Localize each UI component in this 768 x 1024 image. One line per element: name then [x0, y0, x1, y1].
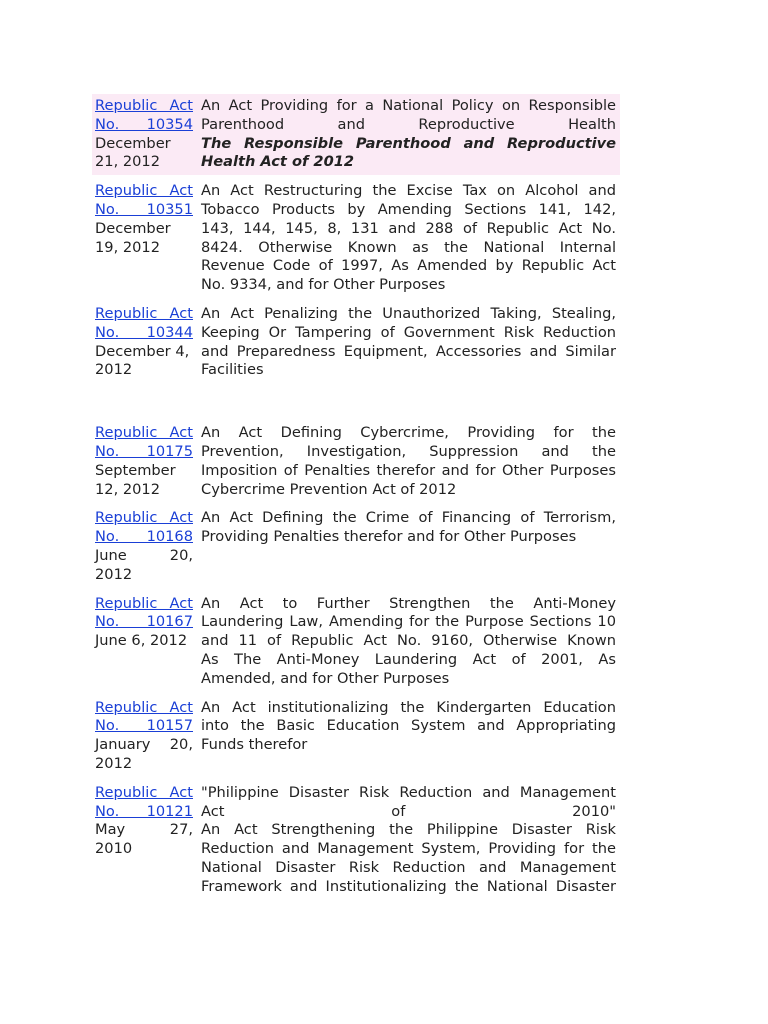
description-line: Funds therefor: [201, 736, 308, 754]
act-link-line[interactable]: No. 10351: [95, 200, 193, 218]
description-line: Parenthood and Reproductive Health: [201, 115, 616, 133]
short-title-line: Health Act of 2012: [201, 153, 355, 171]
description-line: National Disaster Risk Reduction and Management: [201, 858, 616, 876]
description-line: into the Basic Education System and Appropriating: [201, 717, 616, 735]
description-line: Act of 2010": [201, 802, 616, 820]
description-line: Imposition of Penalties therefor and for Other Purposes: [201, 461, 616, 479]
act-link-line[interactable]: Republic Act: [95, 783, 193, 801]
act-link-line[interactable]: Republic Act: [95, 594, 193, 612]
act-link[interactable]: [95, 305, 193, 324]
description-line: Laundering Law, Amending for the Purpose Sections 10: [201, 613, 616, 631]
description-line: and Preparedness Equipment, Accessories and Similar: [201, 342, 616, 360]
act-date: 21, 2012: [95, 153, 160, 171]
act-meta: [95, 97, 193, 172]
list-item: [92, 781, 620, 900]
description-line: 143, 144, 145, 8, 131 and 288 of Republic Act No.: [201, 219, 616, 237]
act-link-line[interactable]: Republic Act: [95, 304, 193, 322]
list-item: [92, 696, 620, 777]
description-line: An Act institutionalizing the Kindergarten Education: [201, 698, 616, 716]
act-date: 2010: [95, 840, 133, 858]
description-line: Framework and Institutionalizing the National Disaster: [201, 877, 616, 895]
act-link[interactable]: [95, 182, 193, 201]
act-link-line[interactable]: Republic Act: [95, 509, 193, 527]
list-item: [92, 592, 620, 692]
description-line: Prevention, Investigation, Suppression and the: [201, 442, 616, 460]
description-line: Keeping Or Tampering of Government Risk Reduction: [201, 323, 616, 341]
act-description: [201, 182, 616, 295]
list-item: [92, 179, 620, 298]
short-title-line: The Responsible Parenthood and Reproductive: [201, 134, 616, 152]
act-link-line[interactable]: No. 10354: [95, 115, 193, 133]
description-line: As The Anti-Money Laundering Act of 2001, As: [201, 650, 616, 668]
list-item: [92, 302, 620, 383]
act-link-line[interactable]: No. 10167: [95, 613, 193, 631]
act-link-line[interactable]: Republic Act: [95, 698, 193, 716]
list-item: [92, 506, 620, 587]
act-link[interactable]: [95, 97, 193, 116]
act-date: December: [95, 219, 171, 237]
act-date: 2012: [95, 565, 133, 583]
act-meta: [95, 699, 193, 774]
act-link[interactable]: [95, 613, 193, 632]
act-link[interactable]: [95, 717, 193, 736]
description-line: and 11 of Republic Act No. 9160, Otherwise Known: [201, 632, 616, 650]
act-link-line[interactable]: No. 10175: [95, 442, 193, 460]
description-line: An Act Defining Cybercrime, Providing for the: [201, 424, 616, 442]
act-link-line[interactable]: No. 10121: [95, 802, 193, 820]
act-link[interactable]: [95, 424, 193, 443]
description-line: Cybercrime Prevention Act of 2012: [201, 480, 457, 498]
act-description: [201, 305, 616, 380]
act-meta: [95, 424, 193, 499]
act-link[interactable]: [95, 528, 193, 547]
description-line: Providing Penalties therefor and for Other Purposes: [201, 528, 577, 546]
act-date: 2012: [95, 361, 133, 379]
act-date: 2012: [95, 754, 133, 772]
description-line: 8424. Otherwise Known as the National Internal: [201, 238, 616, 256]
description-line: Tobacco Products by Amending Sections 141, 142,: [201, 200, 616, 218]
description-line: Revenue Code of 1997, As Amended by Republic Act: [201, 257, 616, 275]
description-line: An Act Providing for a National Policy on Responsible: [201, 97, 616, 114]
description-line: Amended, and for Other Purposes: [201, 669, 450, 687]
act-link[interactable]: [95, 509, 193, 528]
act-link-line[interactable]: No. 10168: [95, 528, 193, 546]
act-date: 12, 2012: [95, 480, 160, 498]
act-date: January 20,: [95, 736, 193, 754]
act-link-line[interactable]: No. 10157: [95, 717, 193, 735]
act-description: [201, 424, 616, 499]
act-date: September: [95, 461, 176, 479]
act-description: [201, 509, 616, 584]
act-link[interactable]: [95, 699, 193, 718]
act-meta: [95, 509, 193, 584]
act-link-line[interactable]: Republic Act: [95, 182, 193, 200]
description-line: "Philippine Disaster Risk Reduction and Management: [201, 783, 616, 801]
act-date: June 6, 2012: [95, 632, 188, 650]
act-link[interactable]: [95, 784, 193, 803]
act-meta: [95, 305, 193, 380]
act-link[interactable]: [95, 595, 193, 614]
act-date: June 20,: [95, 546, 193, 564]
act-date: December 4,: [95, 342, 190, 360]
act-meta: [95, 784, 193, 897]
description-line: Facilities: [201, 361, 264, 379]
act-link[interactable]: [95, 803, 193, 822]
act-link[interactable]: [95, 201, 193, 220]
description-line: An Act to Further Strengthen the Anti-Money: [201, 594, 616, 612]
description-line: An Act Penalizing the Unauthorized Taking, Stealing,: [201, 304, 616, 322]
act-link[interactable]: [95, 116, 193, 135]
description-line: An Act Defining the Crime of Financing of Terrorism,: [201, 509, 616, 527]
act-date: 19, 2012: [95, 238, 160, 256]
act-link-line[interactable]: Republic Act: [95, 424, 193, 442]
act-link[interactable]: [95, 443, 193, 462]
list-item: [92, 94, 620, 175]
act-description: [201, 595, 616, 689]
act-description: [201, 699, 616, 774]
act-link[interactable]: [95, 324, 193, 343]
act-meta: [95, 595, 193, 689]
description-line: No. 9334, and for Other Purposes: [201, 276, 446, 294]
description-line: An Act Strengthening the Philippine Disaster Risk: [201, 821, 616, 839]
list-item: [92, 421, 620, 502]
act-date: December: [95, 134, 171, 152]
act-meta: [95, 182, 193, 295]
republic-acts-list: [92, 94, 620, 903]
act-link-line[interactable]: No. 10344: [95, 323, 193, 341]
act-description: [201, 97, 616, 172]
description-line: Reduction and Management System, Providing for the: [201, 840, 616, 858]
act-date: May 27,: [95, 821, 193, 839]
act-description: [201, 784, 616, 897]
act-link-line[interactable]: Republic Act: [95, 97, 193, 114]
description-line: An Act Restructuring the Excise Tax on Alcohol and: [201, 182, 616, 200]
